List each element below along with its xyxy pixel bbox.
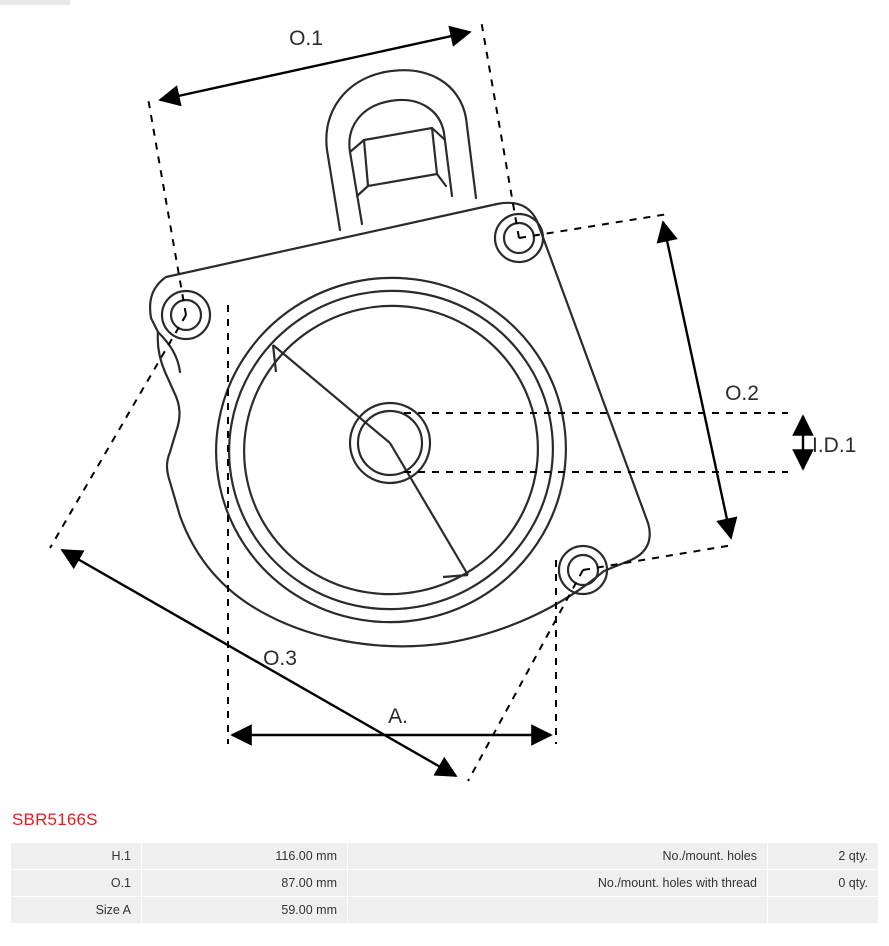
table-row bbox=[11, 843, 879, 870]
spec-value-mount-holes: 2 qty. bbox=[768, 843, 879, 870]
dimension-extension-lines bbox=[50, 20, 788, 781]
housing-inner-vanes bbox=[273, 345, 468, 577]
housing-top-lug bbox=[326, 70, 476, 230]
part-number: SBR5166S bbox=[12, 810, 98, 829]
spec-label-mount-holes-thread: No./mount. holes with thread bbox=[348, 870, 768, 897]
spec-value-size-a: 59.00 mm bbox=[142, 897, 348, 924]
spec-value-o1: 87.00 mm bbox=[142, 870, 348, 897]
spec-label-size-a: Size A bbox=[11, 897, 142, 924]
housing-recess-rings bbox=[184, 245, 598, 654]
spec-empty-value bbox=[768, 897, 879, 924]
dimension-label-a: A. bbox=[388, 705, 408, 728]
housing-outline bbox=[150, 203, 650, 646]
spec-value-h1: 116.00 mm bbox=[142, 843, 348, 870]
spec-label-mount-holes: No./mount. holes bbox=[348, 843, 768, 870]
dimension-label-id1: I.D.1 bbox=[812, 434, 857, 457]
table-row bbox=[11, 870, 879, 897]
spec-value-mount-holes-thread: 0 qty. bbox=[768, 870, 879, 897]
spec-empty-label bbox=[348, 897, 768, 924]
spec-label-o1: O.1 bbox=[11, 870, 142, 897]
dimension-label-o3: O.3 bbox=[263, 647, 297, 670]
dimension-arrows bbox=[62, 32, 803, 776]
specification-table bbox=[10, 842, 879, 924]
table-row bbox=[11, 897, 879, 924]
dimension-line-o2 bbox=[663, 222, 731, 538]
spec-label-h1: H.1 bbox=[11, 843, 142, 870]
dimension-label-o2: O.2 bbox=[725, 382, 759, 405]
dimension-label-o1: O.1 bbox=[289, 27, 323, 50]
dimension-line-o3 bbox=[62, 550, 456, 776]
